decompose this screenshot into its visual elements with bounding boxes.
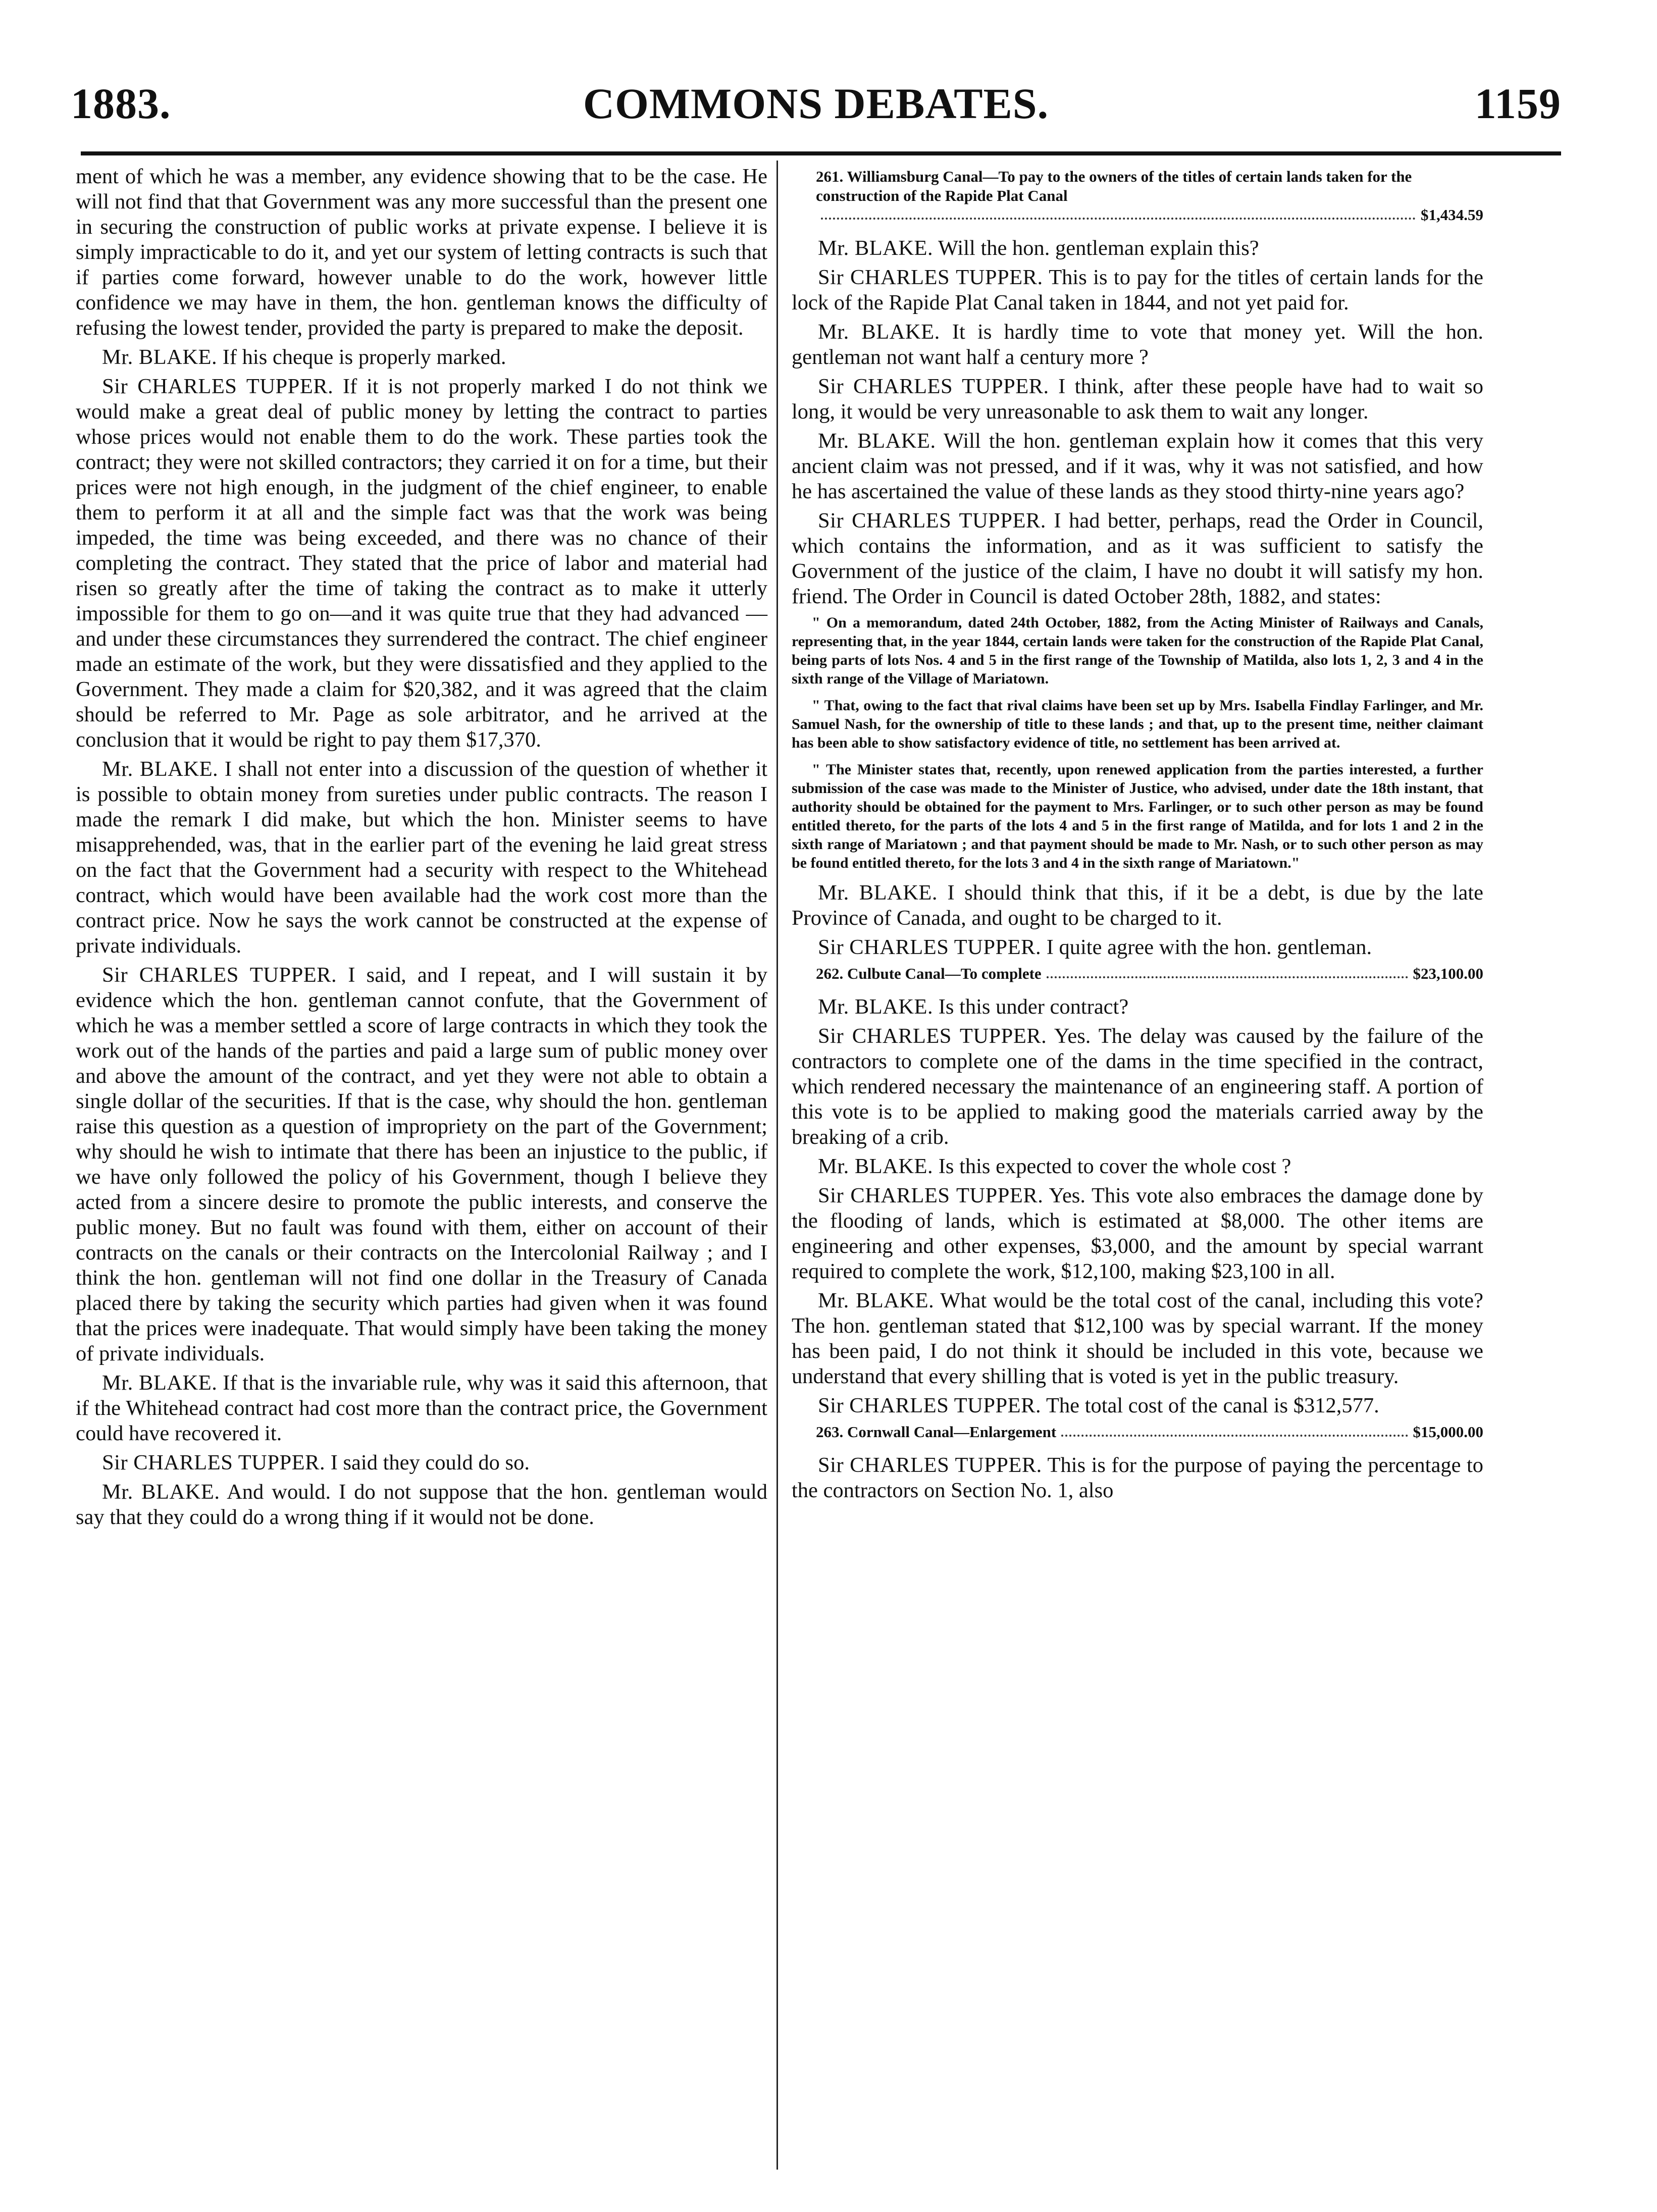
speaker-name: Mr. BLAKE.	[818, 1154, 934, 1178]
speaker-name: Sir CHARLES TUPPER.	[818, 1024, 1047, 1048]
dot-leader	[1061, 1423, 1408, 1437]
speaker-name: Sir CHARLES TUPPER.	[102, 375, 334, 398]
paragraph	[792, 236, 1483, 261]
vote-amount: $23,100.00	[1413, 965, 1483, 982]
vote-amount: $15,000.00	[1413, 1423, 1483, 1441]
paragraph-text: ment of which he was a member, any evidence showing that to be the case. He will not find that that Government was any more successful than the present one in securing the construction of public works at private expense. I believe it is simply impracticable to do it, and yet our system of letting contracts is such that if parties come forward, however unable to do the work, however little confidence we may have in them, the hon. gentleman knows the difficulty of refusing the lowest tender, provided the party is prepared to make the deposit.	[76, 165, 767, 340]
paragraph	[792, 1393, 1483, 1418]
paragraph	[76, 1450, 767, 1476]
paragraph-text: Yes. This vote also embraces the damage done by the flooding of lands, which is estimated at $8,000. The other items are engineering and other expenses, $3,000, and the amount by special warrant required to complete the work, $12,100, making $23,100 in all.	[792, 1184, 1483, 1283]
paragraph	[792, 1288, 1483, 1389]
page-header	[71, 76, 1561, 131]
paragraph-text: And would. I do not suppose that the hon. gentleman would say that they could do a wrong thing if it would not be done.	[76, 1480, 768, 1529]
vote-item-263	[792, 1423, 1483, 1442]
header-rule	[81, 151, 1561, 155]
speaker-name: Sir CHARLES TUPPER.	[818, 1184, 1044, 1207]
paragraph	[792, 994, 1483, 1020]
paragraph	[792, 508, 1483, 609]
speaker-name: Mr. BLAKE.	[818, 429, 936, 453]
vote-line	[792, 964, 1483, 983]
paragraph-text: Yes. The delay was caused by the failure of the contractors to complete one of the dams in the time specified in the contract, which rendered necessary the maintenance of an engineering staff. A portion of this vote is to be applied to making good the materials carried away by the breaking of a crib.	[792, 1024, 1483, 1149]
vote-description: 263. Cornwall Canal—Enlargement	[816, 1423, 1057, 1441]
vote-description: 262. Culbute Canal—To complete	[816, 965, 1042, 982]
header-page-number: 1159	[1474, 79, 1561, 128]
dot-leader	[821, 205, 1416, 220]
paragraph	[792, 1453, 1483, 1503]
vote-description: 261. Williamsburg Canal—To pay to the owners of the titles of certain lands taken for the construction of the Rapide Plat Canal	[816, 168, 1412, 204]
vote-item-261	[792, 167, 1483, 225]
speaker-name: Mr. BLAKE.	[818, 995, 934, 1019]
speaker-name: Mr. BLAKE.	[102, 1480, 220, 1504]
paragraph-text: Will the hon. gentleman explain how it comes that this very ancient claim was not pressed, and if it was, why it was not satisfied, and how he has ascertained the value of these lands as they stood thirty-nine years ago?	[792, 429, 1484, 503]
paragraph-text: If his cheque is properly marked.	[222, 345, 506, 369]
speaker-name: Mr. BLAKE.	[818, 1289, 935, 1312]
vote-line	[792, 167, 1483, 205]
paragraph	[792, 880, 1483, 931]
speaker-name: Mr. BLAKE.	[818, 320, 940, 344]
paragraph-text: Is this under contract?	[938, 995, 1129, 1019]
paragraph-text: The total cost of the canal is $312,577.	[1046, 1394, 1379, 1417]
paragraph-text: I think, after these people have had to wait so long, it would be very unreasonable to ask them to wait any longer.	[792, 375, 1484, 424]
paragraph	[76, 757, 767, 959]
paragraph-text: I should think that this, if it be a debt, is due by the late Province of Canada, and ought to be charged to it.	[792, 881, 1484, 930]
paragraph-text: I shall not enter into a discussion of the question of whether it is possible to obtain money from sureties under public contracts. The reason I made the remark I did make, but which the hon. Minister seems to have misapprehended, was, that in the earlier part of the evening he laid great stress on the fact that the Government had a security with respect to the Whitehead contract, which would have been available had the work cost more than the contract price. Now he says the work cannot be constructed at the expense of private individuals.	[76, 757, 768, 958]
paragraph-text: If that is the invariable rule, why was it said this afternoon, that if the Whitehead contract had cost more than the contract price, the Government could have recovered it.	[76, 1371, 768, 1445]
speaker-name: Sir CHARLES TUPPER.	[818, 375, 1049, 398]
vote-amount-line	[792, 205, 1483, 225]
left-column	[76, 164, 767, 1534]
speaker-name: Mr. BLAKE.	[102, 1371, 218, 1395]
paragraph	[792, 1154, 1483, 1179]
paragraph	[792, 1024, 1483, 1150]
paragraph-text: I quite agree with the hon. gentleman.	[1046, 935, 1372, 959]
paragraph-text: If it is not properly marked I do not think we would make a great deal of public money by letting the contract to parties whose prices would not enable them to do the work. These parties took the contract; they were not skilled contractors; they carried it on for a time, but their prices were not high enough, in the judgment of the chief engineer, to enable them to perform it at all and the simple fact was that the work was being impeded, the time was being exceeded, and there was no chance of their completing the contract. They stated that the price of labor and material had risen so greatly after the time of taking the contract as to make it utterly impossible for them to go on—and it was quite true that they had advanced —and under these circumstances they surrendered the contract. The chief engineer made an estimate of the work, but they were dissatisfied and they applied to the Government. They made a claim for $20,382, and it was agreed that the claim should be referred to Mr. Page as sole arbitrator, and he arrived at the conclusion that it would be right to pay them $17,370.	[76, 375, 768, 752]
paragraph	[792, 320, 1483, 370]
paragraph-text: I said they could do so.	[330, 1451, 530, 1474]
speaker-name: Mr. BLAKE.	[102, 757, 219, 781]
speaker-name: Mr. BLAKE.	[818, 236, 934, 260]
paragraph	[76, 1480, 767, 1530]
speaker-name: Mr. BLAKE.	[818, 881, 938, 905]
order-in-council-quote: " On a memorandum, dated 24th October, 1882, from the Acting Minister of Railways and Canals, representing that, in the year 1844, certain lands were taken for the construction of the Rapide Plat Canal, being parts of lots Nos. 4 and 5 in the first range of the Township of Matilda, also lots 1, 2, 3 and 4 in the sixth range of the Village of Mariatown.	[792, 614, 1483, 687]
paragraph	[792, 1183, 1483, 1284]
dot-leader	[1047, 964, 1408, 978]
paragraph	[76, 345, 767, 370]
header-year: 1883.	[71, 79, 171, 128]
paragraph-text: I said, and I repeat, and I will sustain it by evidence which the hon. gentleman cannot confute, that the Government of which he was a member settled a score of large contracts in which they took the work out of the hands of the parties and paid a large sum of public money over and above the amount of the contract, and yet they were not able to obtain a single dollar of the securities. If that is the case, why should the hon. gentleman raise this question as a question of impropriety on the part of the Government; why should he wish to intimate that there has been an injustice to the public, if we have only followed the policy of his Government, though I believe they acted from a sincere desire to promote the public interests, and conserve the public money. But no fault was found with them, either on account of their contracts on the canals or their contracts on the Intercolonial Railway ; and I think the hon. gentleman will not find one dollar in the Treasury of Canada placed there by taking the security which parties had given when it was found that the prices were inadequate. That would simply have been taking the money of private individuals.	[76, 963, 768, 1365]
paragraph-text: This is to pay for the titles of certain lands for the lock of the Rapide Plat Canal taken in 1844, and not yet paid for.	[792, 266, 1484, 314]
speaker-name: Mr. BLAKE.	[102, 345, 218, 369]
vote-amount: $1,434.59	[1421, 206, 1483, 224]
order-in-council-quote: " The Minister states that, recently, upon renewed application from the parties interested, a further submission of the case was made to the Minister of Justice, who advised, under date the 18th instant, that authority should be obtained for the payment to Mrs. Farlinger, or to such other person as may be found entitled thereto, for the parts of the lots 4 and 5 in the first range of Matilda, and for lots 1 and 2 in the sixth range of Mariatown ; and that payment should be made to Mr. Nash, or to such other person as may be found entitled thereto, for the lots 3 and 4 in the sixth range of Mariatown."	[792, 761, 1483, 871]
paragraph	[792, 265, 1483, 315]
speaker-name: Sir CHARLES TUPPER.	[102, 1451, 326, 1474]
paragraph-text: It is hardly time to vote that money yet. Will the hon. gentleman not want half a century more ?	[792, 320, 1484, 369]
speaker-name: Sir CHARLES TUPPER.	[818, 509, 1046, 533]
paragraph	[76, 1371, 767, 1446]
order-in-council-quote: " That, owing to the fact that rival claims have been set up by Mrs. Isabella Findlay Farlinger, and Mr. Samuel Nash, for the ownership of title to these lands ; and that, up to the present time, neither claimant has been able to show satisfactory evidence of title, no settlement has been arrived at.	[792, 697, 1483, 751]
paragraph	[76, 164, 767, 341]
paragraph	[792, 374, 1483, 425]
speaker-name: Sir CHARLES TUPPER.	[818, 935, 1042, 959]
speaker-name: Sir CHARLES TUPPER.	[818, 266, 1043, 289]
paragraph-text: I had better, perhaps, read the Order in Council, which contains the information, and as it was sufficient to satisfy the Government of the justice of the claim, I have no doubt it will satisfy my hon. friend. The Order in Council is dated October 28th, 1882, and states:	[792, 509, 1484, 608]
right-column	[792, 164, 1483, 1507]
paragraph	[76, 374, 767, 753]
speaker-name: Sir CHARLES TUPPER.	[818, 1453, 1042, 1477]
paragraph-text: This is for the purpose of paying the percentage to the contractors on Section No. 1, also	[792, 1453, 1483, 1502]
paragraph	[792, 935, 1483, 960]
paragraph	[792, 429, 1483, 504]
vote-item-262	[792, 964, 1483, 983]
speaker-name: Sir CHARLES TUPPER.	[102, 963, 337, 987]
column-divider	[776, 161, 778, 2170]
paragraph-text: Is this expected to cover the whole cost ?	[938, 1154, 1291, 1178]
paragraph-text: What would be the total cost of the canal, including this vote? The hon. gentleman stated that $12,100 was by special warrant. If the money has been paid, I do not think it should be included in this vote, because we understand that every shilling that is voted is yet in the public treasury.	[792, 1289, 1483, 1388]
speaker-name: Sir CHARLES TUPPER.	[818, 1394, 1042, 1417]
vote-line	[792, 1423, 1483, 1442]
paragraph	[76, 963, 767, 1366]
paragraph-text: Will the hon. gentleman explain this?	[938, 236, 1259, 260]
header-title: COMMONS DEBATES.	[583, 79, 1049, 128]
